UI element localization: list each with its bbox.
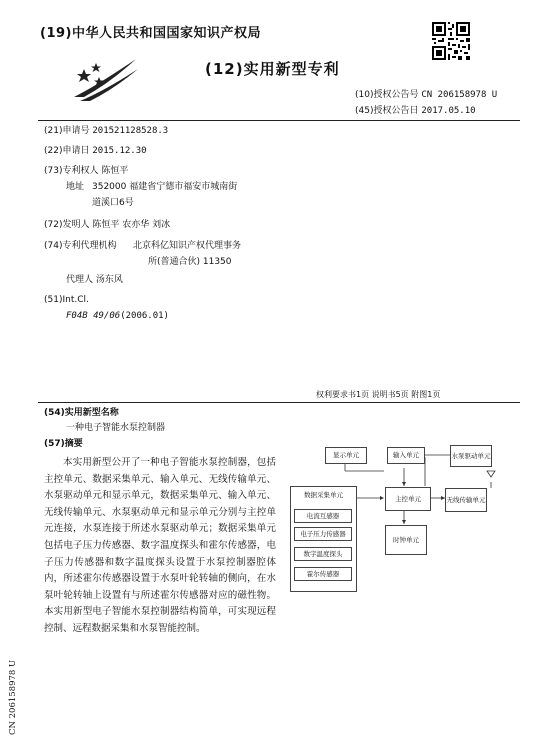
diagram-temperature-probe: 数字温度探头 [294, 547, 352, 561]
publication-number-row [355, 89, 497, 102]
top-divider [38, 120, 520, 121]
agent-label: 代理人 [66, 275, 94, 285]
diagram-current-transformer: 电流互感器 [294, 509, 352, 523]
office-name: (19)中华人民共和国国家知识产权局 [40, 26, 261, 41]
application-date-label: (22)申请日 [44, 146, 90, 156]
patentee-row [44, 165, 128, 178]
agency-line-1: 北京科亿知识产权代理事务 [133, 241, 242, 251]
cnipa-emblem-icon [70, 55, 140, 103]
side-publication-number: CN 206158978 U [8, 659, 18, 735]
agency-label: (74)专利代理机构 [44, 241, 117, 251]
intcl-code: F04B 49/06 [66, 311, 121, 321]
abstract-text: 本实用新型公开了一种电子智能水泵控制器，包括主控单元、数据采集单元、输入单元、无线传输单元、水泵驱动单元和显示单元，数据采集单元、输入单元、无线传输单元、水泵驱动单元和显示单元分别与主控单元连接，水泵连接于所述水泵驱动单元；数据采集单元包括电子压力传感器、数字温度探头和霍尔传感器，电子压力传感器和数字温度探头设置于水泵控制器腔体内，所述霍尔传感器设置于水泵叶轮转轴的侧向，在水泵叶轮转轴上设置有与所述霍尔传感器对应的磁性物。本实用新型电子智能水泵控制器结构简单，可实现远程控制、远程数据采集和水泵智能控制。 [44, 457, 276, 634]
agent-row [66, 274, 123, 287]
abstract-figure [285, 437, 525, 597]
utility-model-title: 一种电子智能水泵控制器 [66, 423, 166, 433]
publication-date-label: (45)授权公告日 [355, 106, 419, 116]
publication-date-row [355, 105, 476, 118]
publication-number-label: (10)授权公告号 [355, 90, 419, 100]
application-number-label: (21)申请号 [44, 126, 90, 136]
application-number: 201521128528.3 [92, 126, 169, 136]
qr-code-icon [432, 22, 470, 60]
diagram-pump-drive-unit: 水泵驱动单元 [450, 445, 492, 467]
patentee-label: (73)专利权人 [44, 166, 99, 176]
intcl-row [66, 310, 169, 323]
patentee: 陈恒平 [101, 166, 129, 176]
inventor-row [44, 219, 170, 232]
intcl-year: (2006.01) [120, 311, 169, 321]
application-date: 2015.12.30 [92, 146, 147, 156]
address-label: 地址 [66, 182, 85, 192]
agency-line-2: 所(普通合伙) 11350 [148, 257, 232, 267]
publication-date: 2017.05.10 [421, 106, 476, 116]
application-number-row [44, 125, 168, 138]
intcl-label: (51)Int.Cl. [44, 295, 89, 305]
diagram-input-unit: 输入单元 [387, 447, 425, 464]
diagram-hall-sensor: 霍尔传感器 [294, 567, 352, 581]
publication-number: CN 206158978 U [421, 90, 498, 100]
document-type: (12)实用新型专利 [205, 60, 340, 78]
diagram-wireless-unit: 无线传输单元 [445, 488, 487, 512]
diagram-clock-unit: 时钟单元 [385, 525, 427, 555]
acquisition-unit-title: 数据采集单元 [304, 491, 343, 499]
address-line-2: 道溪口6号 [92, 198, 134, 208]
title-label: (54)实用新型名称 [44, 408, 119, 418]
middle-divider [38, 402, 520, 403]
antenna-icon [487, 471, 495, 477]
diagram-display-unit: 显示单元 [325, 447, 367, 464]
application-date-row [44, 145, 147, 158]
inventor-label: (72)发明人 [44, 220, 90, 230]
diagram-main-control-unit: 主控单元 [385, 487, 431, 511]
address-line-1: 352000 福建省宁德市福安市城南街 [92, 182, 238, 192]
pages-summary: 权利要求书1页 说明书5页 附图1页 [316, 390, 441, 399]
diagram-pressure-sensor: 电子压力传感器 [294, 527, 352, 541]
inventors: 陈恒平 农亦华 刘冰 [92, 220, 171, 230]
agent: 汤东风 [95, 275, 123, 285]
abstract-label: (57)摘要 [44, 439, 83, 449]
